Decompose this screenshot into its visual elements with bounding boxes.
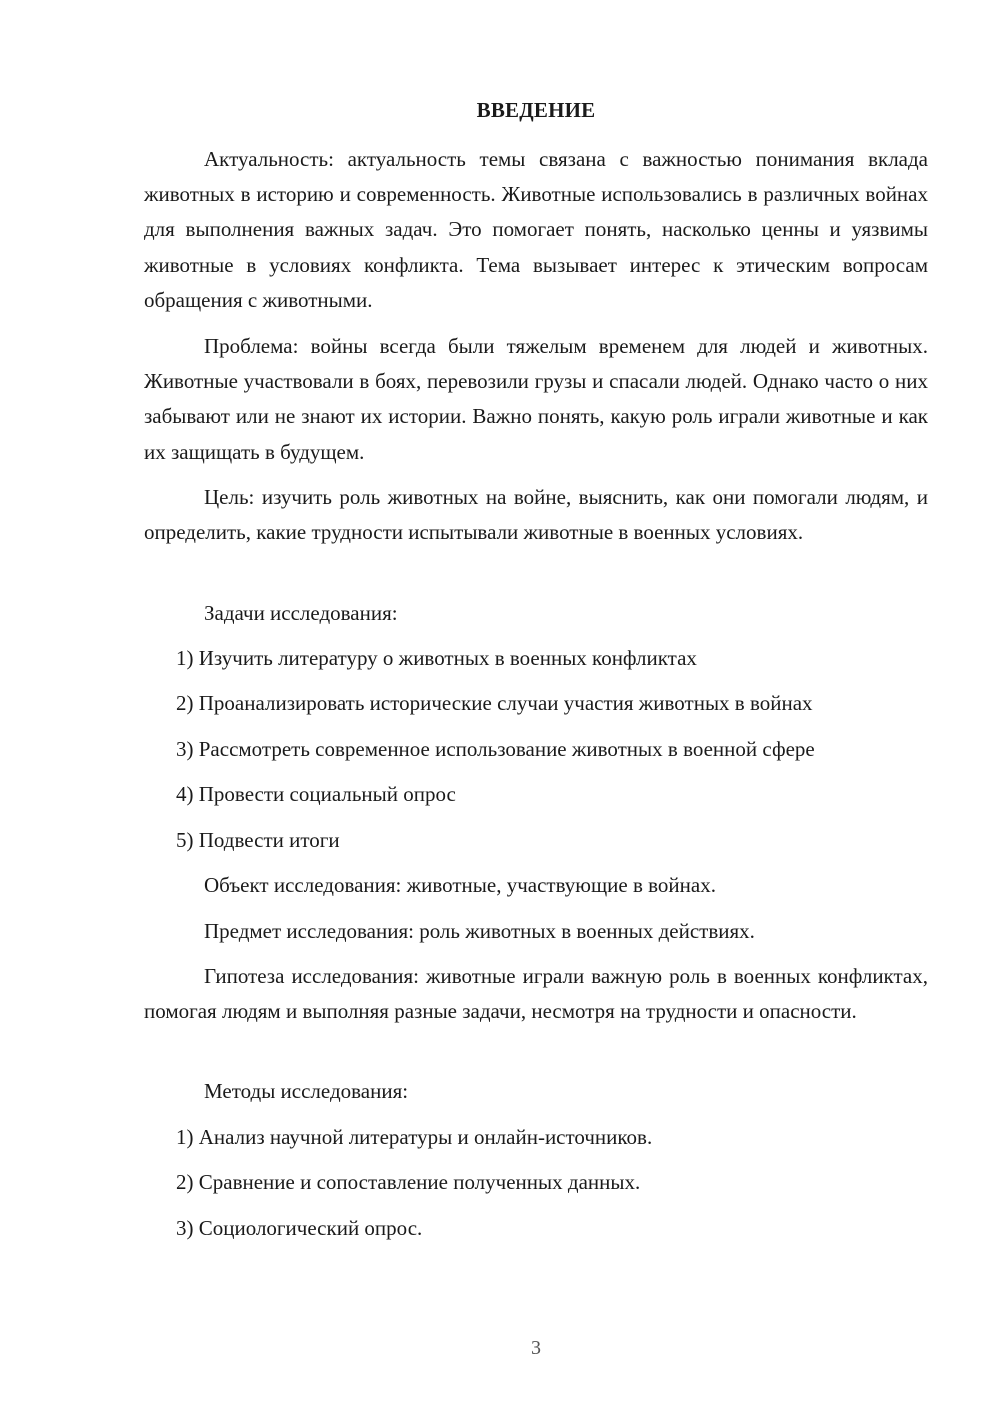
goal-paragraph: Цель: изучить роль животных на войне, выяснить, как они помогали людям, и определить, какие трудности испытывали животные в военных условиях.	[144, 485, 928, 545]
task-item: 1) Изучить литературу о животных в военных конфликтах	[176, 646, 697, 670]
section-heading: ВВЕДЕНИЕ	[476, 98, 596, 122]
research-object: Объект исследования: животные, участвующие в войнах.	[204, 873, 716, 897]
task-item: 3) Рассмотреть современное использование животных в военной сфере	[176, 737, 815, 761]
document-page	[144, 0, 928, 1414]
task-item: 2) Проанализировать исторические случаи участия животных в войнах	[176, 691, 813, 715]
method-item: 1) Анализ научной литературы и онлайн-источников.	[176, 1125, 653, 1149]
method-item: 2) Сравнение и сопоставление полученных данных.	[176, 1170, 641, 1194]
method-item: 3) Социологический опрос.	[176, 1216, 423, 1240]
task-item: 4) Провести социальный опрос	[176, 782, 456, 806]
hypothesis-paragraph: Гипотеза исследования: животные играли важную роль в военных конфликтах, помогая людям и выполняя разные задачи, несмотря на трудности и опасности.	[144, 964, 928, 1024]
research-subject: Предмет исследования: роль животных в военных действиях.	[204, 919, 755, 943]
tasks-title: Задачи исследования:	[204, 601, 398, 625]
page-number: 3	[531, 1337, 541, 1359]
relevance-paragraph: Актуальность: актуальность темы связана с важностью понимания вклада животных в историю и современность. Животные использовались в различных войнах для выполнения важных задач. Это помогает понять, насколько ценны и уязвимы животные в условиях конфликта. Тема вызывает интерес к этическим вопросам обращения с животными.	[144, 147, 928, 312]
task-item: 5) Подвести итоги	[176, 828, 340, 852]
problem-paragraph: Проблема: войны всегда были тяжелым временем для людей и животных. Животные участвовали в боях, перевозили грузы и спасали людей. Однако часто о них забывают или не знают их истории. Важно понять, какую роль играли животные и как их защищать в будущем.	[144, 334, 928, 464]
methods-title: Методы исследования:	[204, 1079, 409, 1103]
